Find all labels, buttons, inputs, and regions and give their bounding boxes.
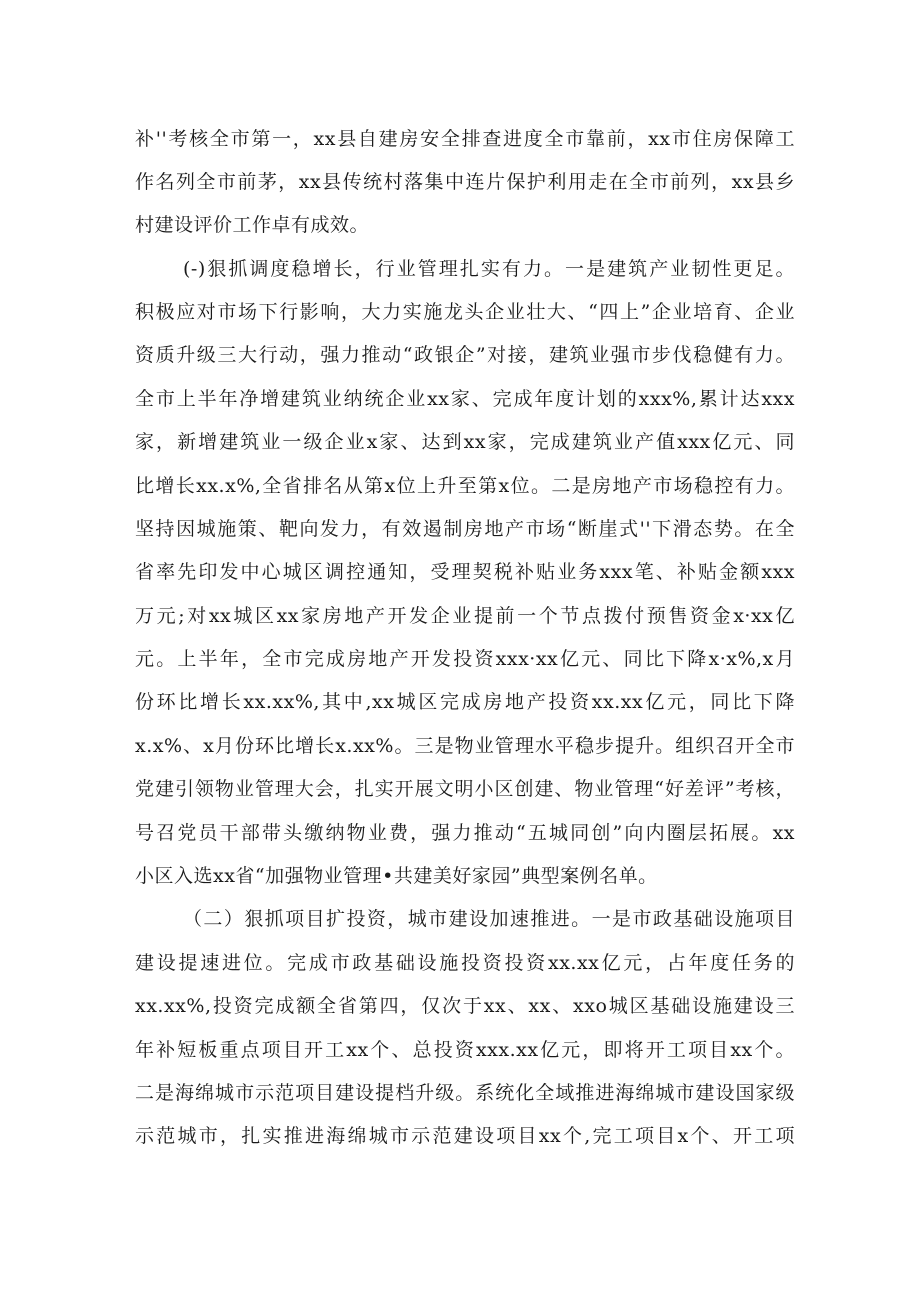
text-line: 资质升级三大行动，强力推动“政银企”对接，建筑业强市步伐稳健有力。 <box>135 344 795 366</box>
text-line: 坚持因城施策、靶向发力，有效遏制房地产市场“断崖式''下滑态势。在全 <box>135 518 795 540</box>
text-line: 二是海绵城市示范项目建设提档升级。系统化全域推进海绵城市建设国家级 <box>135 1082 795 1104</box>
paragraph-heading-line: （二）狠抓项目扩投资，城市建设加速推进。一是市政基础设施项目 <box>183 908 795 930</box>
paragraph-heading-line: (-)狠抓调度稳增长，行业管理扎实有力。一是建筑产业韧性更足。 <box>183 258 795 280</box>
text-line: 积极应对市场下行影响，大力实施龙头企业壮大、“四上”企业培育、企业 <box>135 301 795 323</box>
text-line: 比增长xx.x%,全省排名从第x位上升至第x位。二是房地产市场稳控有力。 <box>135 475 795 497</box>
text-line: 年补短板重点项目开工xx个、总投资xxx.xx亿元，即将开工项目xx个。 <box>135 1039 795 1061</box>
text-line: 全市上半年净增建筑业纳统企业xx家、完成年度计划的xxx%,累计达xxx <box>135 388 795 410</box>
text-line: 示范城市，扎实推进海绵城市示范建设项目xx个,完工项目x个、开工项 <box>135 1125 795 1147</box>
text-line: 份环比增长xx.xx%,其中,xx城区完成房地产投资xx.xx亿元，同比下降 <box>135 691 795 713</box>
text-line: 党建引领物业管理大会，扎实开展文明小区创建、物业管理“好差评”考核， <box>135 778 795 800</box>
text-line: x.x%、x月份环比增长x.xx%。三是物业管理水平稳步提升。组织召开全市 <box>135 735 795 757</box>
text-line: 省率先印发中心城区调控通知，受理契税补贴业务xxx笔、补贴金额xxx <box>135 561 795 583</box>
text-line: 小区入选xx省“加强物业管理•共建美好家园”典型案例名单。 <box>135 865 658 887</box>
text-line: 元。上半年，全市完成房地产开发投资xxx·xx亿元、同比下降x·x%,x月 <box>135 648 795 670</box>
text-line: 家，新增建筑业一级企业x家、达到xx家，完成建筑业产值xxx亿元、同 <box>135 431 795 453</box>
text-line: 作名列全市前茅，xx县传统村落集中连片保护利用走在全市前列，xx县乡 <box>135 171 795 193</box>
text-line: 村建设评价工作卓有成效。 <box>135 214 370 236</box>
text-line: 补''考核全市第一，xx县自建房安全排查进度全市靠前，xx市住房保障工 <box>135 128 795 150</box>
text-line: xx.xx%,投资完成额全省第四，仅次于xx、xx、xxo城区基础设施建设三 <box>135 995 795 1017</box>
text-line: 建设提速进位。完成市政基础设施投资投资xx.xx亿元，占年度任务的 <box>135 952 795 974</box>
text-line: 万元;对xx城区xx家房地产开发企业提前一个节点拨付预售资金x·xx亿 <box>135 605 795 627</box>
text-line: 号召党员干部带头缴纳物业费，强力推动“五城同创”向内圈层拓展。xx <box>135 822 795 844</box>
